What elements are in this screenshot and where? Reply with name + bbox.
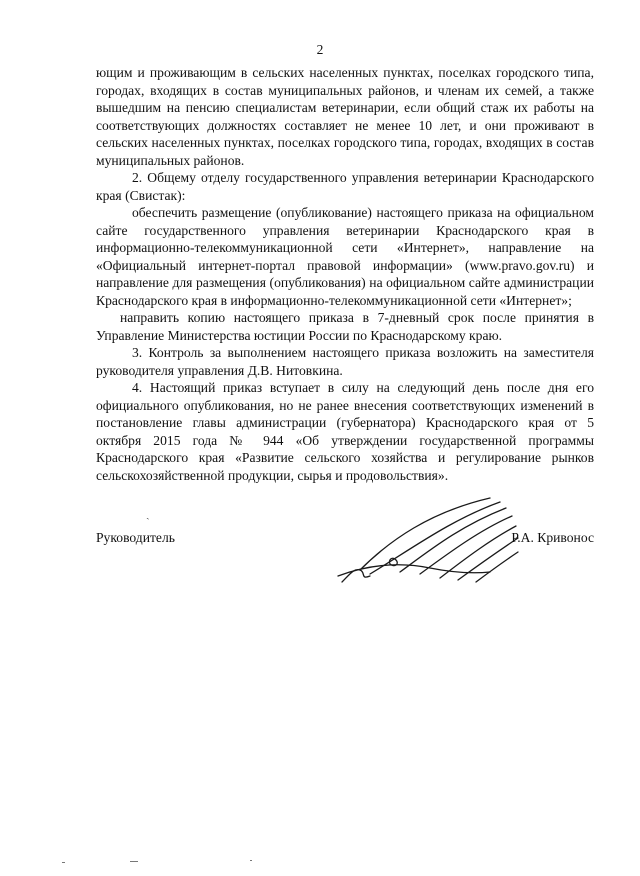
signatory-name: Р.А. Кривонос bbox=[511, 530, 594, 545]
paragraph-item-4: 4. Настоящий приказ вступает в силу на следующий день после дня его официального опубликования, но не ранее внесения соответствующих изменений в постановление главы администрации (губернатора) Краснодарского края от 5 октября 2015 года № 944 «Об утверждении государственной программы Краснодарского края «Развитие сельского хозяйства и регулирование рынков сельскохозяйственной продукции, сырья и продовольствия». bbox=[96, 380, 594, 483]
signatory-title: Руководитель bbox=[96, 530, 175, 545]
paragraph-item-2: 2. Общему отделу государственного управления ветеринарии Краснодарского края (Свистак): bbox=[96, 170, 594, 203]
paragraph-continuation: ющим и проживающим в сельских населенных пунктах, поселках городского типа, городах, входящих в состав муниципальных районов, и членам их семей, а также вышедшим на пенсию специалистам ветеринарии, если общий стаж их работы на соответствующих должностях составляет не менее 10 лет, и они проживают в сельских населенных пунктах, поселках городского типа, городах, входящих в состав муниципальных районов. bbox=[96, 65, 594, 168]
paragraph-item-3: 3. Контроль за выполнением настоящего приказа возложить на заместителя руководителя управления Д.В. Нитовкина. bbox=[96, 345, 594, 378]
handwritten-signature-icon bbox=[330, 490, 520, 590]
paragraph-item-2-publish: обеспечить размещение (опубликование) настоящего приказа на официальном сайте государственного управления ветеринарии Краснодарского края в информационно-телекоммуникационной сети «Интернет», направление на «Официальный интернет-портал правовой информации» (www.pravo.gov.ru) и направление для размещения (опубликования) на официальном сайте администрации Краснодарского края в информационно-телекоммуникационной сети «Интернет»; bbox=[96, 205, 594, 308]
page-number: 2 bbox=[316, 42, 324, 57]
scan-specks bbox=[60, 858, 280, 868]
document-body bbox=[96, 64, 594, 484]
paragraph-item-2-copy: направить копию настоящего приказа в 7-дневный срок после принятия в Управление Министерства юстиции России по Краснодарскому краю. bbox=[96, 310, 594, 343]
ink-mark: ˎ bbox=[146, 508, 150, 520]
